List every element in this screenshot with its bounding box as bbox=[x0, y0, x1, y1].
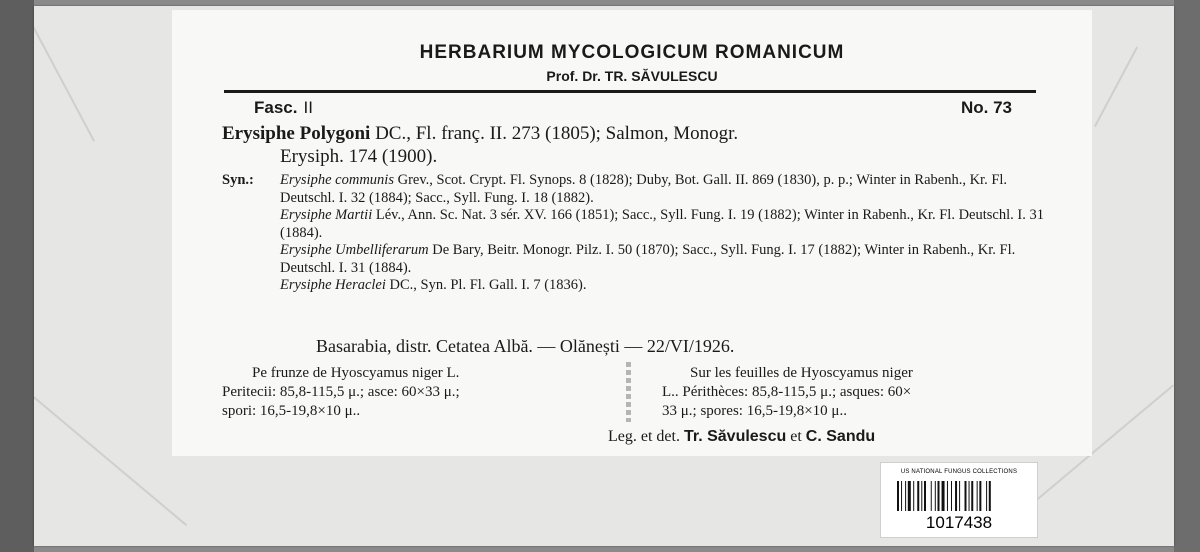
barcode-bar bbox=[897, 481, 899, 511]
barcode-label bbox=[880, 462, 1038, 538]
barcode-bar bbox=[931, 481, 932, 511]
barcode-bar bbox=[965, 481, 967, 511]
species-citation-line1: DC., Fl. franç. II. 273 (1805); Salmon, Monogr. bbox=[375, 123, 739, 144]
barcode-bar bbox=[989, 481, 991, 511]
barcode-bar bbox=[942, 481, 945, 511]
barcode-bar bbox=[921, 481, 922, 511]
barcode-bar bbox=[959, 481, 960, 511]
specimen-number: No. 73 bbox=[960, 98, 1012, 117]
barcode-bar bbox=[905, 481, 906, 511]
barcode-bar bbox=[917, 481, 919, 511]
spores-romanian: spori: 16,5-19,8×10 μ.. bbox=[222, 403, 361, 419]
synonym-citation: De Bary, Beitr. Monogr. Pilz. I. 50 (1870); Sacc., Syll. Fung. I. 17 (1882); Winter in Rabenh., Kr. Fl. Deutschl. I. 31 (1884). bbox=[280, 242, 1016, 276]
leg-joiner: et bbox=[790, 428, 802, 445]
barcode-bar bbox=[913, 481, 914, 511]
barcode-bar bbox=[955, 481, 957, 511]
barcode-bar bbox=[971, 481, 973, 511]
header-rule bbox=[224, 90, 1036, 93]
host-french: Sur les feuilles de Hyoscyamus niger bbox=[690, 365, 913, 381]
species-citation bbox=[222, 122, 1052, 168]
perithecia-romanian: Peritecii: 85,8-115,5 μ.; asce: 60×33 μ.; bbox=[222, 384, 460, 400]
barcode-caption: US NATIONAL FUNGUS COLLECTIONS bbox=[900, 469, 1018, 475]
collector-secondary: C. Sandu bbox=[805, 428, 876, 445]
barcode-number: 1017438 bbox=[925, 513, 993, 532]
perithecia-french: L.. Périthèces: 85,8-115,5 μ.; asques: 60× bbox=[662, 384, 912, 400]
synonym-entry bbox=[280, 172, 1052, 207]
synonyms-block bbox=[222, 172, 1052, 295]
species-citation-line2: Erysiph. 174 (1900). bbox=[280, 146, 438, 167]
barcode-bar bbox=[979, 481, 981, 511]
barcode-bar bbox=[901, 481, 902, 511]
synonym-entry bbox=[280, 207, 1052, 242]
species-name: Erysiphe Polygoni bbox=[222, 123, 371, 144]
fascicle-number: II bbox=[303, 98, 313, 117]
leg-prefix: Leg. et det. bbox=[608, 428, 680, 445]
fascicle-label: Fasc. bbox=[254, 98, 298, 117]
barcode-bar bbox=[908, 481, 911, 511]
barcode-bar bbox=[951, 481, 952, 511]
barcode-bar bbox=[977, 481, 978, 511]
synonym-citation: Lév., Ann. Sc. Nat. 3 sér. XV. 166 (1851); Sacc., Syll. Fung. I. 19 (1882); Winter in Rabenh., Kr. Fl. Deutschl. I. 31 (1884). bbox=[280, 207, 1044, 241]
french-description bbox=[662, 364, 1048, 421]
synonym-name: Erysiphe Martii bbox=[280, 207, 373, 223]
column-divider bbox=[626, 362, 631, 422]
fascicle bbox=[254, 98, 313, 118]
collector-line bbox=[608, 428, 875, 446]
synonym-citation: DC., Syn. Pl. Fl. Gall. I. 7 (1836). bbox=[389, 277, 587, 293]
romanian-description bbox=[222, 364, 614, 421]
herbarium-label bbox=[172, 10, 1092, 456]
synonym-citation: Grev., Scot. Crypt. Fl. Synops. 8 (1828); Duby, Bot. Gall. II. 869 (1830), p. p.; Winter in Rabenh., Kr. Fl. Deutschl. I. 32 (1884); Sacc., Syll. Fung. I. 18 (1882). bbox=[280, 172, 1008, 206]
barcode-bar bbox=[938, 481, 940, 511]
synonym-name: Erysiphe communis bbox=[280, 172, 394, 188]
collection-locality: Basarabia, distr. Cetatea Albă. — Olănești — 22/VI/1926. bbox=[316, 336, 735, 356]
synonym-entry bbox=[280, 242, 1052, 277]
collector-primary: Tr. Săvulescu bbox=[683, 428, 787, 445]
barcode-bar bbox=[935, 481, 936, 511]
barcode-bar bbox=[947, 481, 948, 511]
label-title: HERBARIUM MYCOLOGICUM ROMANICUM bbox=[419, 42, 845, 63]
background-right-edge bbox=[1174, 0, 1200, 552]
barcode-bar bbox=[969, 481, 970, 511]
barcode-bar bbox=[986, 481, 987, 511]
envelope-flap-fold bbox=[34, 396, 187, 526]
spores-french: 33 μ.; spores: 16,5-19,8×10 μ.. bbox=[662, 403, 847, 419]
barcode-bars bbox=[897, 481, 1021, 511]
host-romanian: Pe frunze de Hyoscyamus niger L. bbox=[252, 365, 460, 381]
synonym-name: Erysiphe Umbelliferarum bbox=[280, 242, 429, 258]
label-subtitle: Prof. Dr. TR. SĂVULESCU bbox=[546, 68, 718, 84]
barcode-bar bbox=[924, 481, 926, 511]
synonyms-label: Syn.: bbox=[222, 172, 254, 188]
synonym-entry bbox=[280, 277, 1052, 295]
background-left-edge bbox=[0, 0, 34, 552]
synonym-name: Erysiphe Heraclei bbox=[280, 277, 386, 293]
envelope-flap-fold bbox=[1094, 47, 1138, 127]
envelope-flap-fold bbox=[34, 26, 95, 142]
